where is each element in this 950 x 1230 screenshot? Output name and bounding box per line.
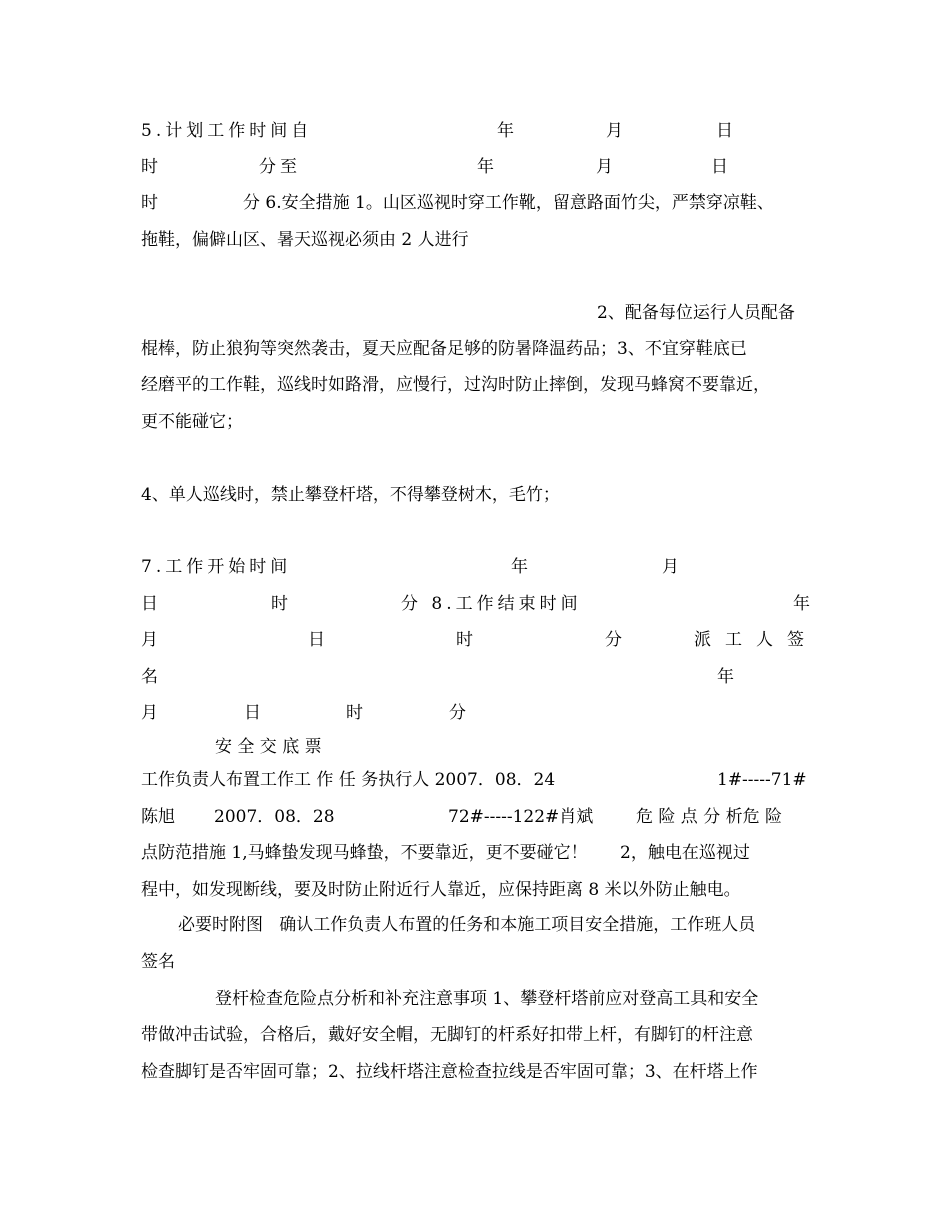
safety-row-2-b: 2007．08．28	[214, 807, 335, 827]
dispatcher-sign-label: 派工人签	[694, 630, 818, 650]
sign-name-label: 名	[141, 667, 158, 687]
s8-month: 月	[141, 630, 158, 650]
safety-row-5: 必要时附图 确认工作负责人布置的任务和本施工项目安全措施，工作班人员	[178, 915, 756, 935]
s5-hour-1: 时	[141, 157, 158, 177]
s6-item2-start: 2、配备每位运行人员配备	[597, 303, 795, 323]
s8-year: 年	[793, 594, 810, 614]
s6-line-c: 更不能碰它；	[141, 412, 243, 432]
s7-month: 月	[662, 557, 679, 577]
safety-row-2-c: 72#-----122#肖斌	[448, 807, 594, 827]
safety-row-2-d: 危 险 点 分 析危 险	[636, 807, 783, 827]
s5-year-1: 年	[497, 121, 514, 141]
s5-day-2: 日	[711, 157, 728, 177]
safety-row-4: 程中，如发现断线，要及时防止附近行人靠近，应保持距离 8 米以外防止触电。	[141, 880, 741, 900]
safety-row-1-right: 1#-----71#	[717, 770, 807, 790]
s7-hour: 时	[271, 594, 288, 614]
s8-hour: 时	[456, 630, 473, 650]
sign-minute: 分	[449, 703, 466, 723]
s7-day: 日	[141, 594, 158, 614]
s8-minute: 分	[605, 630, 622, 650]
s8-title: 分 8.工作结束时间	[401, 594, 582, 614]
safety-row-8: 带做冲击试验，合格后，戴好安全帽，无脚钉的杆系好扣带上杆，有脚钉的杆注意	[141, 1025, 753, 1045]
s5-month-1: 月	[606, 121, 623, 141]
s8-day: 日	[308, 630, 325, 650]
s5-day-1: 日	[716, 121, 733, 141]
safety-row-6: 签名	[141, 952, 175, 972]
safety-row-7: 登杆检查危险点分析和补充注意事项 1、攀登杆塔前应对登高工具和安全	[215, 989, 759, 1009]
s6-item4: 4、单人巡线时，禁止攀登杆塔，不得攀登树木，毛竹；	[141, 485, 560, 505]
safety-row-1-left: 工作负责人布置工作工 作 任 务执行人 2007．08．24	[141, 770, 556, 790]
sign-month: 月	[141, 703, 158, 723]
s5-line-3: 分 6.安全措施 1。山区巡视时穿工作靴，留意路面竹尖，严禁穿凉鞋、	[243, 193, 774, 213]
sign-hour: 时	[346, 703, 363, 723]
s7-year: 年	[511, 557, 528, 577]
s5-year-2: 年	[477, 157, 494, 177]
s5-hour-2: 时	[141, 193, 158, 213]
safety-row-3: 点防范措施 1,马蜂蛰发现马蜂蛰，不要靠近，更不要碰它！ 2，触电在巡视过	[141, 843, 750, 863]
safety-row-9: 检查脚钉是否牢固可靠；2、拉线杆塔注意检查拉线是否牢固可靠；3、在杆塔上作	[141, 1062, 758, 1082]
s5-line-4: 拖鞋，偏僻山区、暑天巡视必须由 2 人进行	[141, 230, 469, 250]
s5-min-to: 分至	[259, 157, 301, 177]
s6-line-b: 经磨平的工作鞋，巡线时如路滑，应慢行，过沟时防止摔倒，发现马蜂窝不要靠近，	[141, 375, 770, 395]
sign-day: 日	[244, 703, 261, 723]
s5-month-2: 月	[596, 157, 613, 177]
s5-title: 5.计划工作时间自	[141, 121, 313, 141]
safety-title: 安 全 交 底 票	[215, 737, 322, 757]
s7-title: 7.工作开始时间	[141, 557, 292, 577]
safety-row-2-a: 陈旭	[141, 807, 175, 827]
sign-year: 年	[717, 667, 734, 687]
s6-line-a: 棍棒，防止狼狗等突然袭击，夏天应配备足够的防暑降温药品；3、不宜穿鞋底已	[141, 339, 747, 359]
